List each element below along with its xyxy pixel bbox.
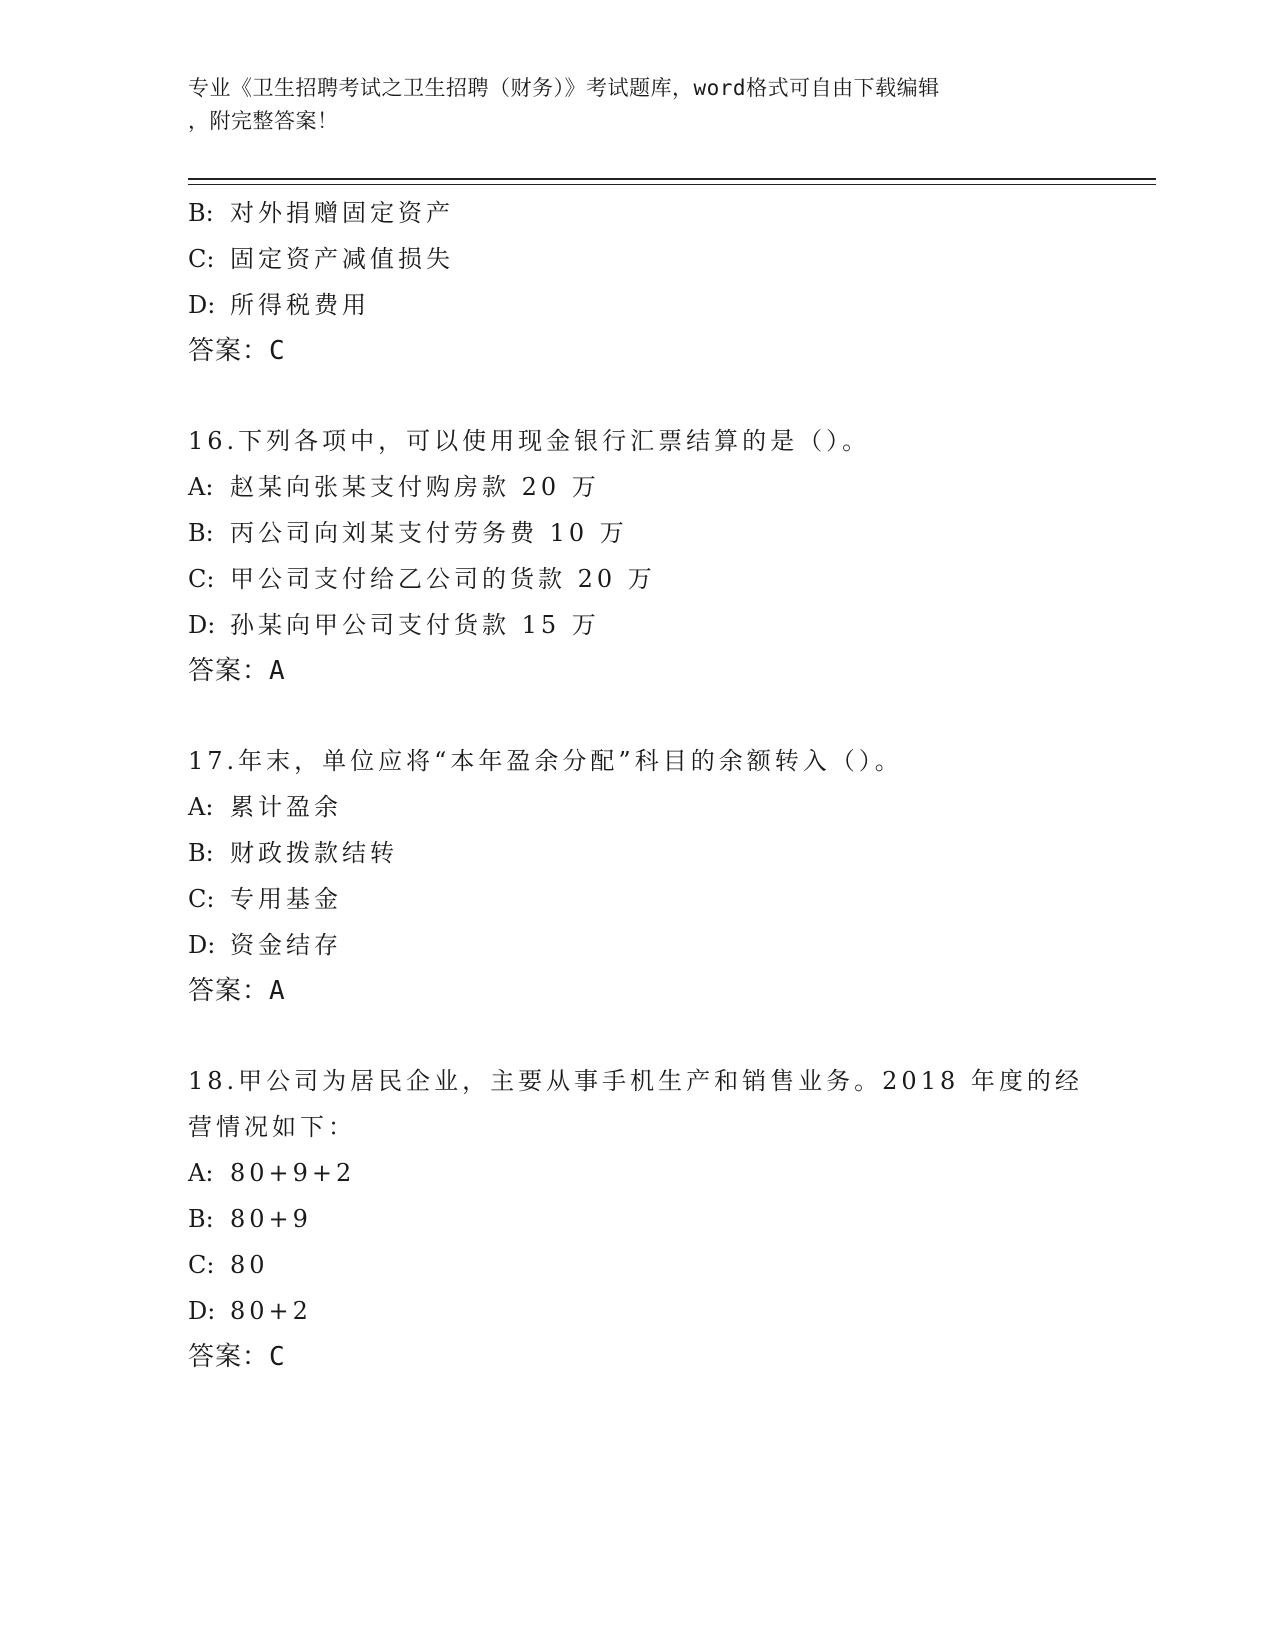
option-label: D: xyxy=(188,611,216,639)
option-label: A: xyxy=(188,473,214,501)
question-block-18 xyxy=(188,1058,1088,1380)
document-header xyxy=(188,72,1088,138)
option-text: 甲公司支付给乙公司的货款 20 万 xyxy=(230,565,656,593)
option-text: 80+9+2 xyxy=(230,1159,356,1187)
option-text: 孙某向甲公司支付货款 15 万 xyxy=(230,611,600,639)
option-label: A: xyxy=(188,793,214,821)
option-text: 固定资产减值损失 xyxy=(230,245,454,273)
option-label: D: xyxy=(188,291,216,319)
option-text: 专用基金 xyxy=(230,885,342,913)
option-b xyxy=(188,190,1088,236)
option-d xyxy=(188,922,1088,968)
option-label: D: xyxy=(188,931,216,959)
header-line-1: 专业《卫生招聘考试之卫生招聘（财务）》考试题库，word格式可自由下载编辑 xyxy=(188,76,940,100)
answer-line: 答案：A xyxy=(188,656,286,686)
option-a xyxy=(188,784,1088,830)
option-label: B: xyxy=(188,519,214,547)
option-d xyxy=(188,282,1088,328)
option-label: D: xyxy=(188,1297,216,1325)
option-b xyxy=(188,1196,1088,1242)
option-label: B: xyxy=(188,199,214,227)
option-d xyxy=(188,602,1088,648)
question-text: 17.年末，单位应将“本年盈余分配”科目的余额转入（）。 xyxy=(188,747,903,775)
option-text: 对外捐赠固定资产 xyxy=(230,199,454,227)
option-text: 所得税费用 xyxy=(230,291,370,319)
header-divider-thick xyxy=(188,178,1156,180)
option-a xyxy=(188,1150,1088,1196)
option-text: 资金结存 xyxy=(230,931,342,959)
option-label: C: xyxy=(188,885,215,913)
option-text: 丙公司向刘某支付劳务费 10 万 xyxy=(230,519,628,547)
header-divider-thin xyxy=(188,184,1156,185)
option-text: 累计盈余 xyxy=(230,793,342,821)
header-line-2: ，附完整答案！ xyxy=(188,109,339,133)
answer-line: 答案：C xyxy=(188,336,286,366)
option-b xyxy=(188,830,1088,876)
question-block-15 xyxy=(188,190,1088,374)
option-label: B: xyxy=(188,1205,214,1233)
option-label: C: xyxy=(188,565,215,593)
question-text: 16.下列各项中，可以使用现金银行汇票结算的是（）。 xyxy=(188,427,871,455)
question-block-16 xyxy=(188,418,1088,694)
option-text: 80+9 xyxy=(230,1205,312,1233)
option-label: B: xyxy=(188,839,214,867)
question-text: 18.甲公司为居民企业，主要从事手机生产和销售业务。2018 年度的经营情况如下： xyxy=(188,1067,1083,1141)
option-text: 80+2 xyxy=(230,1297,312,1325)
option-text: 财政拨款结转 xyxy=(230,839,398,867)
option-label: C: xyxy=(188,245,215,273)
option-c xyxy=(188,556,1088,602)
answer-line: 答案：C xyxy=(188,1342,286,1372)
option-text: 80 xyxy=(230,1251,269,1279)
option-a xyxy=(188,464,1088,510)
question-list xyxy=(188,190,1088,1380)
option-c xyxy=(188,236,1088,282)
option-text: 赵某向张某支付购房款 20 万 xyxy=(230,473,600,501)
option-label: C: xyxy=(188,1251,215,1279)
option-label: A: xyxy=(188,1159,214,1187)
answer-line: 答案：A xyxy=(188,976,286,1006)
option-c xyxy=(188,1242,1088,1288)
option-b xyxy=(188,510,1088,556)
question-block-17 xyxy=(188,738,1088,1014)
option-c xyxy=(188,876,1088,922)
option-d xyxy=(188,1288,1088,1334)
